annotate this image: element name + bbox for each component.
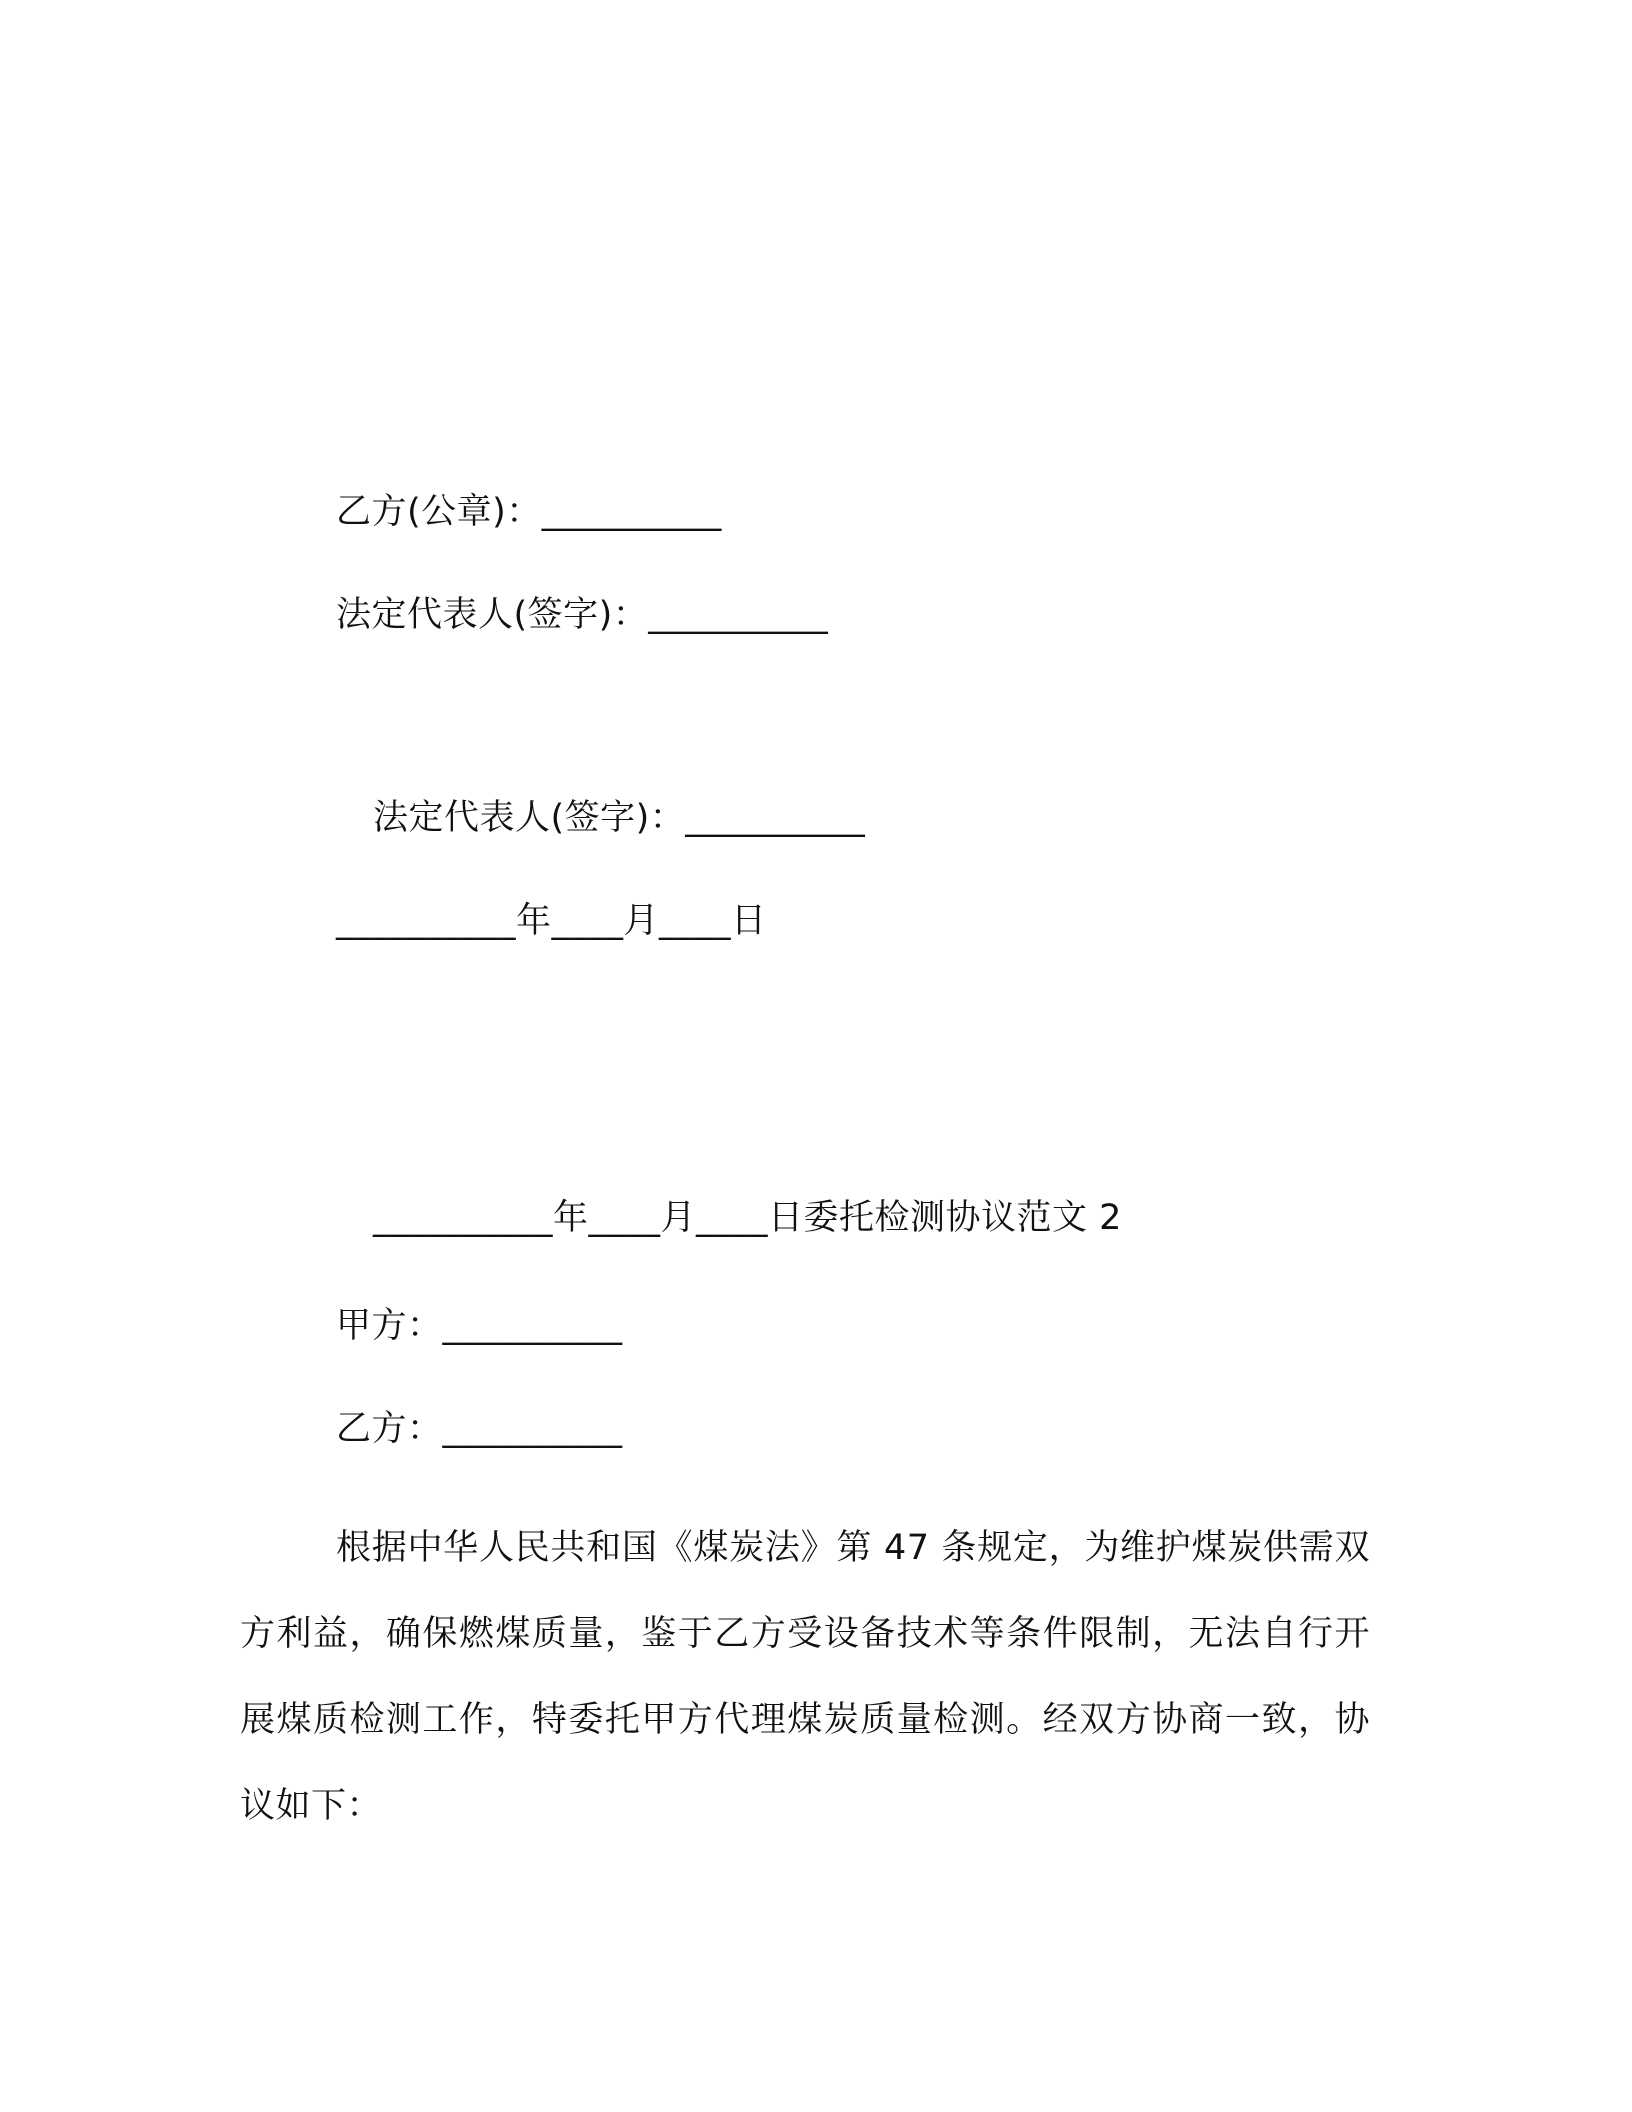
party-b-seal-line: 乙方(公章)：__________ — [336, 492, 722, 532]
legal-representative-line-2: 法定代表人(签字)：__________ — [373, 798, 866, 838]
intro-paragraph: 根据中华人民共和国《煤炭法》第 47 条规定，为维护煤炭供需双方利益，确保燃煤质量，鉴于乙方受设备技术等条件限制，无法自行开展煤质检测工作，特委托甲方代理煤炭质量检测。经双方协商一致，协议如下： — [240, 1528, 1370, 1826]
party-b-line: 乙方：__________ — [336, 1409, 623, 1449]
party-a-line: 甲方：__________ — [336, 1306, 623, 1346]
date-line: __________年____月____日 — [336, 901, 767, 941]
legal-representative-line: 法定代表人(签字)：__________ — [336, 595, 829, 635]
section-title: __________年____月____日委托检测协议范文 2 — [373, 1198, 1122, 1238]
